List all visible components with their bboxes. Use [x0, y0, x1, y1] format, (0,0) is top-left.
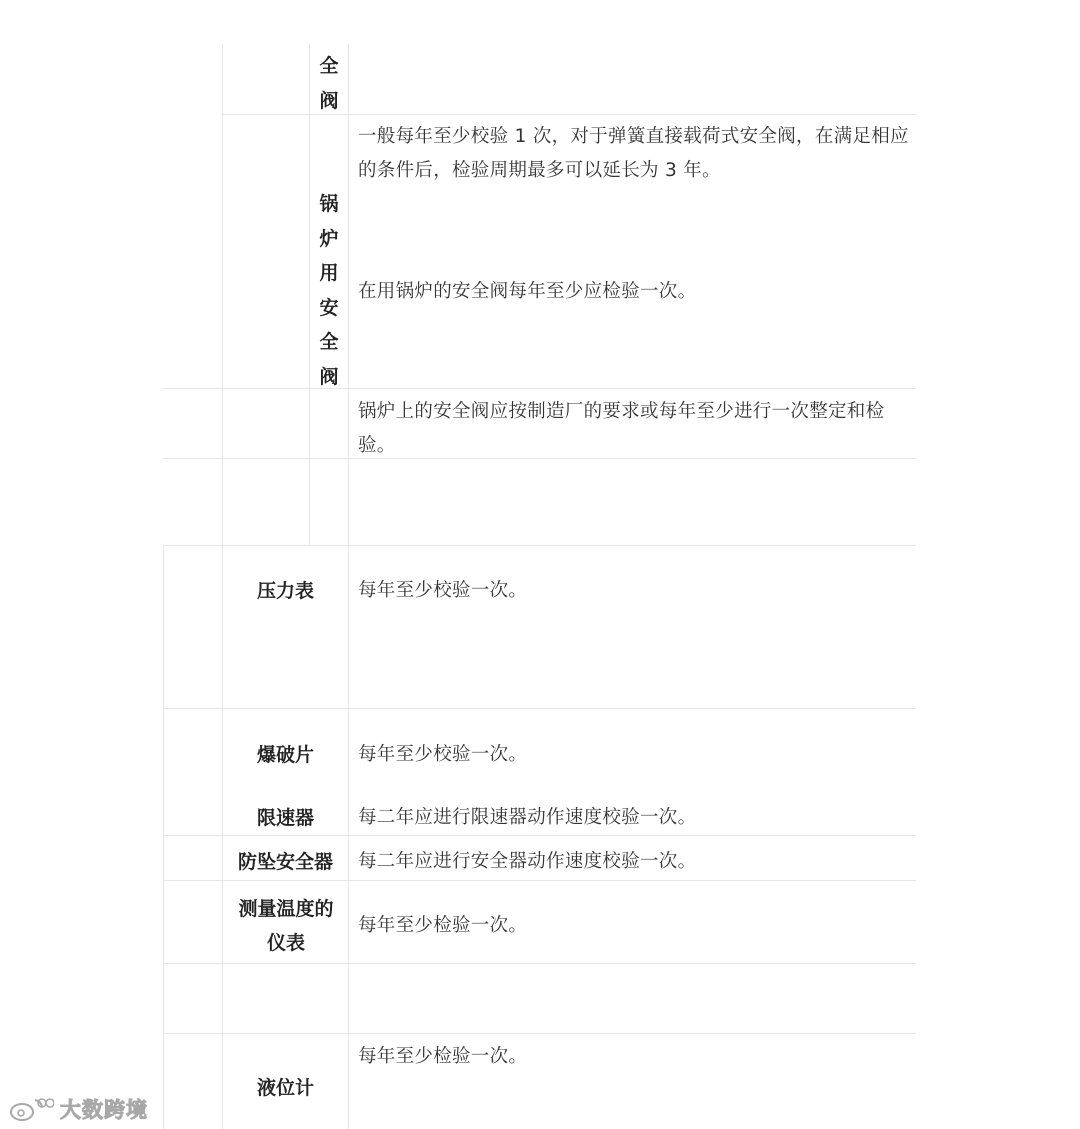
label-char: 阀 [319, 89, 339, 112]
table-border [163, 835, 916, 836]
label-char: 用 [319, 262, 339, 284]
table-border [163, 545, 164, 1129]
table-border [163, 708, 916, 709]
watermark-text: 大数跨境 [60, 1098, 148, 1122]
rupture-disc-requirement: 每年至少校验一次。 [358, 744, 528, 765]
label-char: 全 [319, 331, 339, 353]
speed-limiter-requirement: 每二年应进行限速器动作速度校验一次。 [358, 807, 697, 828]
fall-arrester-requirement: 每二年应进行安全器动作速度校验一次。 [358, 851, 697, 872]
boiler-valve-requirement: 在用锅炉的安全阀每年至少应检验一次。 [358, 281, 697, 302]
safety-valve-label-tail [310, 49, 348, 118]
spring-valve-requirement: 一般每年至少校验 1 次，对于弹簧直接载荷式安全阀，在满足相应的条件后，检验周期最多可以延长为 3 年。 [358, 126, 909, 181]
table-border [163, 1033, 916, 1034]
level-gauge-label: 液位计 [256, 1077, 314, 1099]
watermark [8, 1093, 148, 1125]
level-gauge-requirement: 每年至少检验一次。 [358, 1046, 528, 1067]
table-border [163, 880, 916, 881]
table-border [163, 388, 916, 389]
speed-limiter-label: 限速器 [256, 807, 314, 829]
label-char: 炉 [319, 227, 339, 250]
table-border [163, 545, 916, 546]
thermometer-requirement: 每年至少检验一次。 [358, 915, 528, 936]
label-char: 安 [319, 296, 339, 319]
thermometer-label: 测量温度的仪表 [238, 898, 334, 954]
pressure-gauge-label: 压力表 [256, 580, 314, 602]
table-border [163, 963, 916, 964]
label-char: 阀 [319, 365, 339, 388]
label-char: 锅 [319, 193, 339, 215]
label-char: 全 [319, 55, 339, 77]
weibo-logo-icon [8, 1094, 54, 1124]
pressure-gauge-requirement: 每年至少校验一次。 [358, 580, 528, 601]
fall-arrester-label: 防坠安全器 [237, 851, 333, 873]
boiler-upper-valve-requirement: 锅炉上的安全阀应按制造厂的要求或每年至少进行一次整定和检验。 [358, 401, 885, 456]
boiler-safety-valve-label [310, 187, 348, 394]
rupture-disc-label: 爆破片 [256, 744, 314, 766]
table-border [348, 44, 349, 1129]
